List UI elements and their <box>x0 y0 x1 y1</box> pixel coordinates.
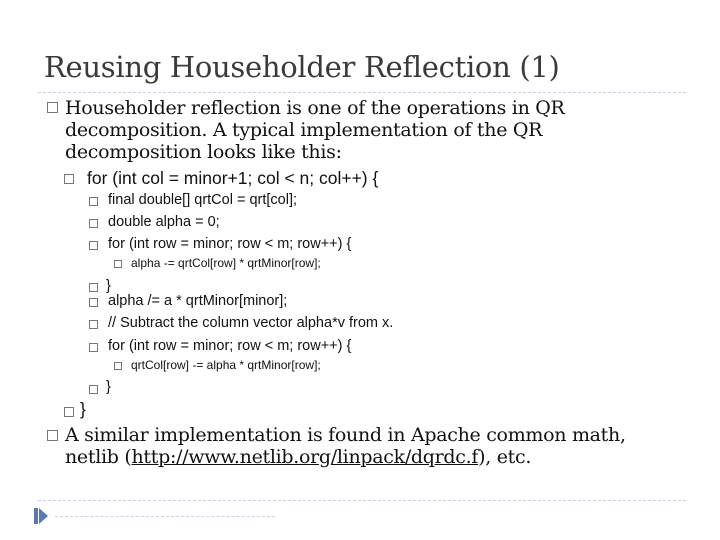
bullet-square-icon <box>47 430 58 441</box>
bullet-square-icon <box>114 260 122 268</box>
nav-triangle-icon <box>34 508 48 524</box>
bullet-square-icon <box>89 298 98 307</box>
code-for-inner-1: for (int row = minor; row < m; row++) { <box>108 236 352 252</box>
bullet-square-icon <box>89 343 98 352</box>
bullet-square-icon <box>89 241 98 250</box>
code-comment: // Subtract the column vector alpha*v from x. <box>108 315 394 331</box>
bullet-square-icon <box>89 283 98 292</box>
intro-line-3: decomposition looks like this: <box>65 141 342 163</box>
code-alpha-acc: alpha -= qrtCol[row] * qrtMinor[row]; <box>131 256 321 270</box>
intro-line-2: decomposition. A typical implementation of the QR <box>65 119 543 141</box>
bullet-square-icon <box>89 385 98 394</box>
slide-title: Reusing Householder Reflection (1) <box>44 50 560 84</box>
bullet-text-similar <box>65 424 715 468</box>
bullet-square-icon <box>47 102 58 113</box>
bullet-square-icon <box>89 197 98 206</box>
bullet-square-icon <box>64 407 74 417</box>
code-close-inner-1: } <box>106 278 111 294</box>
footer-nav-line <box>55 516 275 517</box>
bullet-text-intro <box>65 97 705 163</box>
code-alpha-div: alpha /= a * qrtMinor[minor]; <box>108 293 288 309</box>
code-for-outer: for (int col = minor+1; col < n; col++) { <box>87 168 379 188</box>
code-sub-stmt: qrtCol[row] -= alpha * qrtMinor[row]; <box>131 358 321 372</box>
netlib-link[interactable]: http://www.netlib.org/linpack/dqrdc.f <box>131 446 479 468</box>
footer-divider <box>38 500 686 501</box>
similar-line-2-pre: netlib ( <box>65 446 132 468</box>
code-close-inner-2: } <box>106 379 111 395</box>
bullet-square-icon <box>89 320 98 329</box>
bullet-square-icon <box>64 174 74 184</box>
code-final-decl: final double[] qrtCol = qrt[col]; <box>108 192 298 208</box>
similar-line-2-post: ), etc. <box>478 446 532 468</box>
code-close-outer: } <box>80 399 86 419</box>
code-alpha-decl: double alpha = 0; <box>108 214 220 230</box>
code-for-inner-2: for (int row = minor; row < m; row++) { <box>108 338 352 354</box>
title-divider <box>38 92 686 93</box>
similar-line-2 <box>65 446 715 468</box>
bullet-square-icon <box>89 219 98 228</box>
intro-line-1: Householder reflection is one of the operations in QR <box>65 97 565 119</box>
bullet-square-icon <box>114 362 122 370</box>
similar-line-1: A similar implementation is found in Apache common math, <box>65 424 626 446</box>
